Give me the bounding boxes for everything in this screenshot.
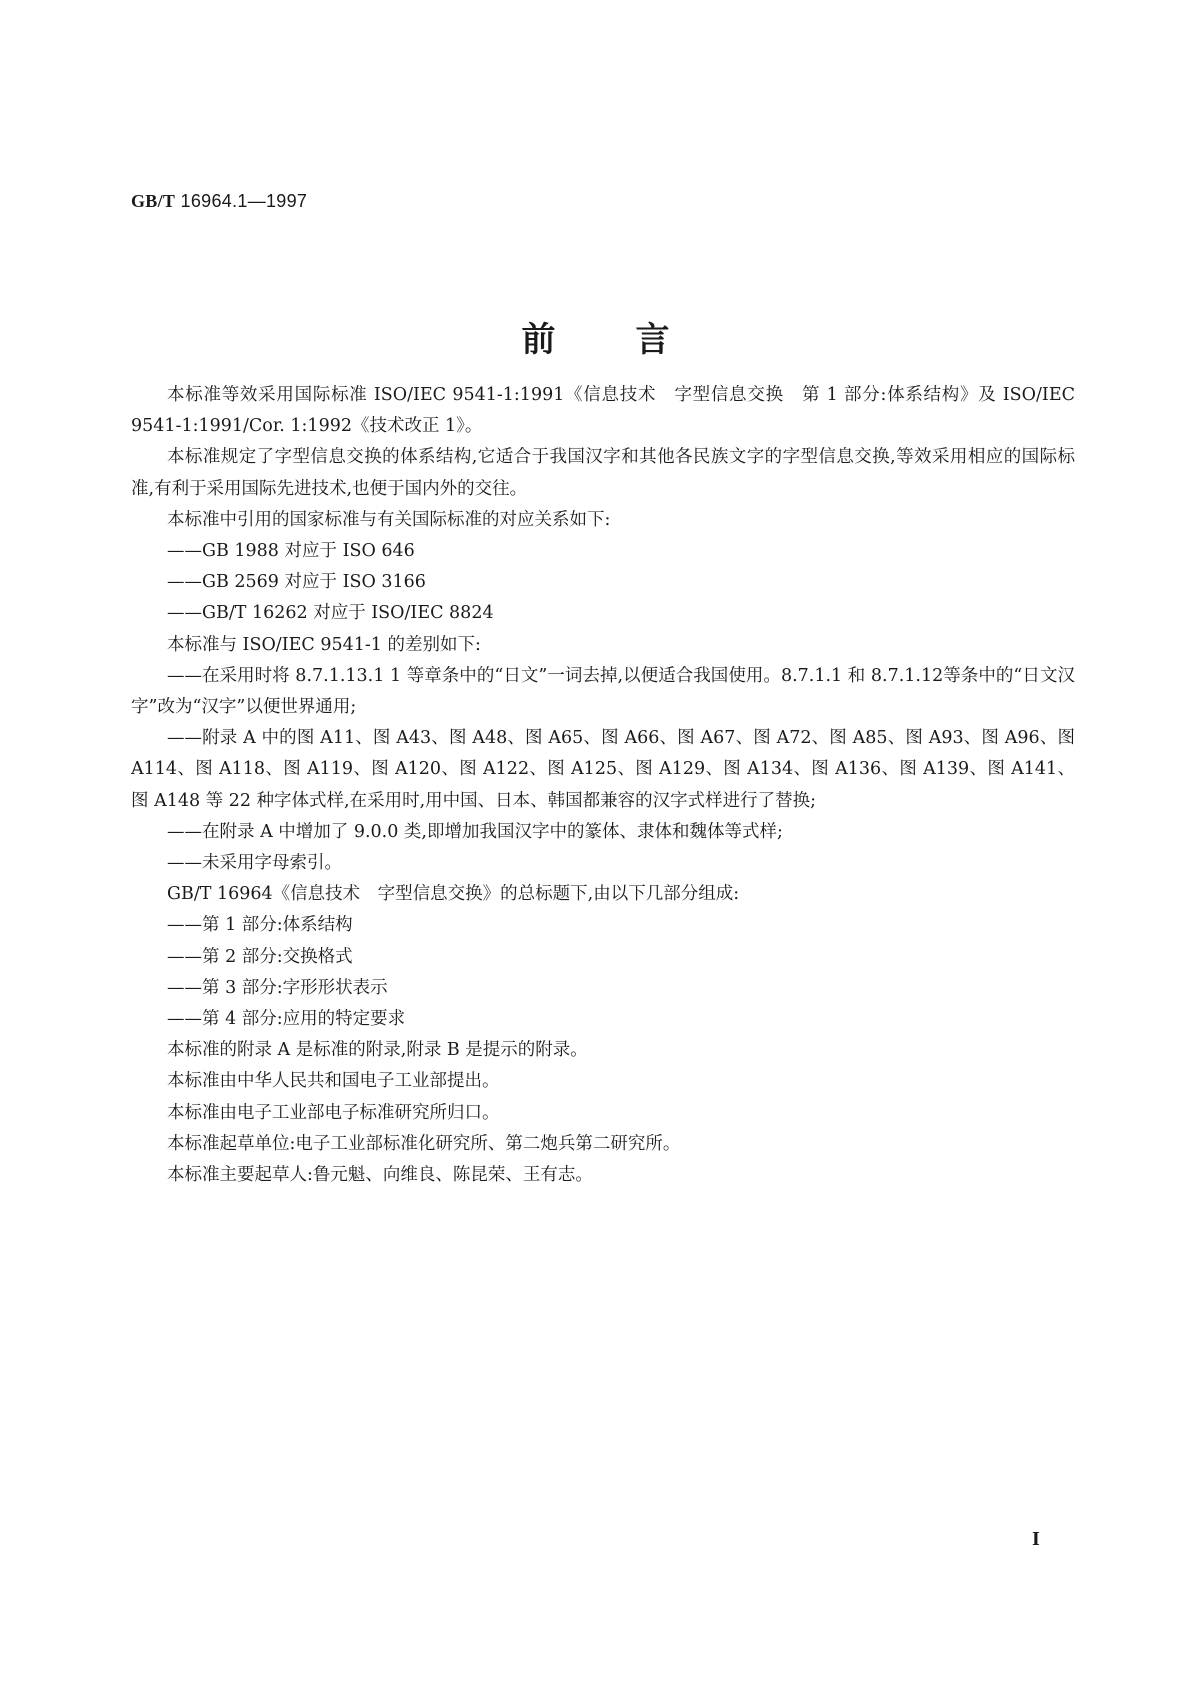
paragraph-centralizer: 本标准由电子工业部电子标准研究所归口。 bbox=[167, 1102, 500, 1123]
foreword-body bbox=[131, 380, 1075, 1191]
page-number: I bbox=[1032, 1528, 1040, 1550]
list-item: ——GB 2569 对应于 ISO 3166 bbox=[167, 572, 426, 593]
paragraph-appendix: 本标准的附录 A 是标准的附录,附录 B 是提示的附录。 bbox=[167, 1040, 588, 1061]
paragraph-scope: 本标准规定了字型信息交换的体系结构,它适合于我国汉字和其他各民族文字的字型信息交换,等效采用相应的国际标准,有利于采用国际先进技术,也便于国内外的交往。 bbox=[131, 447, 1075, 499]
paragraph-adoption: 本标准等效采用国际标准 ISO/IEC 9541-1:1991《信息技术 字型信息交换 第 1 部分:体系结构》及 ISO/IEC 9541-1:1991/Cor. 1:1992《技术改正 1》。 bbox=[131, 385, 1075, 437]
paragraph-parts-intro: GB/T 16964《信息技术 字型信息交换》的总标题下,由以下几部分组成: bbox=[167, 884, 740, 905]
paragraph-drafting-units: 本标准起草单位:电子工业部标准化研究所、第二炮兵第二研究所。 bbox=[167, 1133, 681, 1154]
list-item: ——GB/T 16262 对应于 ISO/IEC 8824 bbox=[167, 603, 494, 624]
list-item: ——未采用字母索引。 bbox=[167, 853, 342, 874]
doc-prefix: GB/T bbox=[131, 191, 176, 211]
list-item: ——第 4 部分:应用的特定要求 bbox=[167, 1009, 406, 1030]
list-item: ——第 2 部分:交换格式 bbox=[167, 946, 353, 967]
page-title: 前言 bbox=[521, 320, 750, 360]
list-item: ——附录 A 中的图 A11、图 A43、图 A48、图 A65、图 A66、图 A67、图 A72、图 A85、图 A93、图 A96、图 A114、图 A118、图 A119、图 A120、图 A122、图 A125、图 A129、图 A134、图 A136、图 A139、图 A141、图 A148 等 22 种字体式样,在采用时,用中国、日本、韩国都兼容的汉字式样进行了替换; bbox=[131, 728, 1075, 811]
list-item: ——第 3 部分:字形形状表示 bbox=[167, 977, 388, 998]
list-item: ——第 1 部分:体系结构 bbox=[167, 915, 353, 936]
paragraph-drafters: 本标准主要起草人:鲁元魁、向维良、陈昆荣、王有志。 bbox=[167, 1165, 593, 1186]
list-item: ——GB 1988 对应于 ISO 646 bbox=[167, 541, 415, 562]
list-item: ——在采用时将 8.7.1.13.1 1 等章条中的“日文”一词去掉,以便适合我国使用。8.7.1.1 和 8.7.1.12等条中的“日文汉字”改为“汉字”以便世界通用; bbox=[131, 665, 1075, 718]
doc-number: 16964.1—1997 bbox=[180, 191, 308, 211]
paragraph-references-intro: 本标准中引用的国家标准与有关国际标准的对应关系如下: bbox=[167, 509, 611, 530]
document-code bbox=[131, 191, 307, 212]
list-item: ——在附录 A 中增加了 9.0.0 类,即增加我国汉字中的篆体、隶体和魏体等式样; bbox=[167, 821, 783, 842]
paragraph-differences-intro: 本标准与 ISO/IEC 9541-1 的差别如下: bbox=[167, 634, 481, 655]
paragraph-proposer: 本标准由中华人民共和国电子工业部提出。 bbox=[167, 1071, 500, 1092]
